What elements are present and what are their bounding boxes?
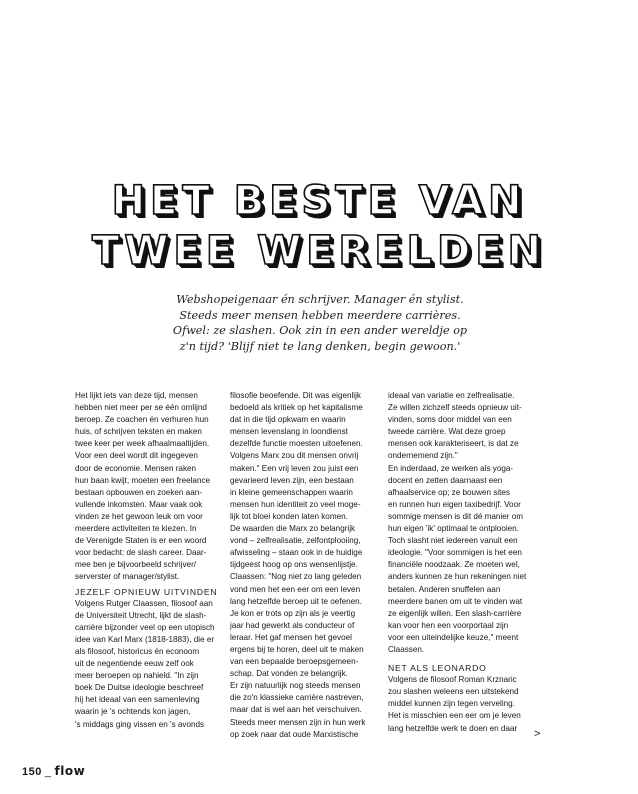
text-line: beroep. Ze coachen én verhuren hun (75, 415, 209, 425)
page-footer (22, 764, 85, 778)
column-1-body (75, 390, 235, 584)
text-line: afhaalservice op; ze bouwen sites (388, 487, 510, 497)
text-line: filosofie beoefende. Dit was eigenlijk (230, 391, 361, 400)
text-line: de Verenigde Staten is er een woord (75, 536, 207, 546)
text-line: afwisseling – staan ook in de huidige (230, 548, 363, 558)
text-line: maar dat is wel aan het verschuiven. (230, 705, 362, 715)
text-line: ondernemend zijn." (388, 451, 458, 461)
text-line: Claassen. (388, 644, 425, 654)
text-line: Je kon er trots op zijn als je veertig (230, 608, 356, 618)
text-line: De waarden die Marx zo belangrijk (230, 524, 356, 534)
text-line: vinden, soms door middel van een (388, 415, 512, 425)
text-line: mee ben je bijvoorbeeld schrijver/ (75, 560, 197, 570)
intro-line: Webshopeigenaar én schrijver. Manager én stylist. (176, 293, 464, 306)
section-heading-1: JEZELF OPNIEUW UITVINDEN (75, 586, 218, 597)
intro-line: Ofwel: ze slashen. Ook zin in een ander wereldje op (172, 324, 468, 337)
text-line: lang hetzelfde beroep uit te oefenen. (230, 596, 362, 606)
text-line: waarin je 's ochtends kon jagen, (75, 707, 191, 717)
text-line: en runnen hun eigen taxibedrijf. Voor (388, 499, 521, 509)
column-3 (388, 390, 538, 735)
column-1-body-continued (75, 598, 235, 731)
page-number: 150 (22, 766, 42, 778)
text-line: zou slashen weleens een uitstekend (388, 687, 519, 697)
text-line: ideologie. "Voor sommigen is het een (388, 548, 522, 558)
text-line: als filosoof, historicus én econoom (75, 646, 200, 656)
text-line: door de economie. Mensen raken (75, 463, 197, 473)
text-line: meerdere activiteiten te kiezen. In (75, 524, 197, 534)
text-line: voor bedacht: de slash career. Daar- (75, 548, 207, 558)
text-line: op zoek naar dat oude Marxistische (230, 729, 359, 739)
text-line: mensen levenslang in loondienst (230, 427, 348, 437)
text-line: vond – zelfrealisatie, zelfontplooiing, (230, 536, 361, 546)
text-line: sommige mensen is dit dé manier om (388, 511, 524, 521)
text-line: boek De Duitse ideologie beschreef (75, 683, 204, 693)
text-line: middel kunnen zijn tegen verveling. (388, 699, 515, 709)
text-line: Er zijn natuurlijk nog steeds mensen (230, 681, 361, 691)
text-line: voor een uiteindelijke keuze," meent (388, 632, 519, 642)
text-line: ze eigenlijk willen. Een slash-carrière (388, 608, 522, 618)
text-line: jaar had gewerkt als conducteur of (230, 620, 355, 630)
column-3-body-continued (388, 674, 538, 734)
intro-text (150, 292, 490, 354)
text-line: kan voor hen een voorportaal zijn (388, 620, 509, 630)
text-line: die zo'n klassieke carrière nastreven, (230, 693, 364, 703)
intro-line: z'n tijd? 'Blijf niet te lang denken, begin gewoon.' (179, 339, 461, 353)
title-line-2: TWEE WERELDEN (91, 228, 547, 274)
text-line: mensen hun identiteit zo veel moge- (230, 499, 361, 509)
text-line: hebben niet meer per se één omlijnd (75, 403, 207, 413)
text-line: bestaan opbouwen en zoeken aan- (75, 487, 202, 497)
text-line: vond men het een eer om een leven (230, 584, 361, 594)
text-line: in kleine gemeenschappen waarin (230, 487, 353, 497)
text-line: Ze willen zichzelf steeds opnieuw uit- (388, 403, 522, 413)
text-line: En inderdaad, ze werken als yoga- (388, 463, 514, 473)
text-line: anders kunnen ze hun rekeningen niet (388, 572, 527, 582)
intro-line: Steeds meer mensen hebben meerdere carrières. (179, 308, 461, 322)
column-3-body (388, 390, 538, 656)
text-line: leraar. Het gaf mensen het gevoel (230, 632, 352, 642)
text-line: huis, of schrijven teksten en maken (75, 427, 202, 437)
text-line: Het is misschien een eer om je leven (388, 711, 521, 721)
footer-separator: _ (44, 766, 52, 778)
text-line: Claassen: "Nog niet zo lang geleden (230, 572, 362, 582)
text-line: mensen ook karakteriseert, is dat ze (388, 439, 519, 449)
text-line: financiële noodzaak. Ze moeten wel, (388, 560, 520, 570)
text-line: serverster of manager/stylist. (75, 572, 180, 582)
text-line: hij het ideaal van een samenleving (75, 695, 200, 705)
text-line: dezelfde functie moesten uitoefenen. (230, 439, 363, 449)
text-line: Steeds meer mensen zijn in hun werk (230, 717, 366, 727)
text-line: hun eigen 'ik' optimaal te ontplooien. (388, 524, 519, 534)
text-line: ergens bij te horen, deel uit te maken (230, 644, 364, 654)
text-line: betalen. Anderen snuffelen aan (388, 584, 501, 594)
section-heading-2: NET ALS LEONARDO (388, 663, 487, 674)
text-line: Het lijkt iets van deze tijd, mensen (75, 391, 198, 400)
text-line: van een bepaalde beroepsgemeen- (230, 657, 359, 667)
text-line: Voor een deel wordt dit ingegeven (75, 451, 198, 461)
text-line: carrière bijzonder veel op een utopisch (75, 622, 215, 632)
text-line: twee keer per week afhaalmaaltijden. (75, 439, 210, 449)
text-line: vullende inkomsten. Maar vaak ook (75, 499, 203, 509)
column-2-body (230, 390, 375, 741)
text-line: Volgens Marx zou dit mensen onvrij (230, 451, 359, 461)
text-line: vinden ze het gewoon leuk om voor (75, 511, 203, 521)
column-1 (75, 390, 235, 731)
text-line: dat in die tijd opkwam en waarin (230, 415, 346, 425)
column-2 (230, 390, 375, 741)
title-line-1: HET BESTE VAN (111, 178, 527, 224)
text-line: tijdgeest hoog op ons wensenlijstje. (230, 560, 358, 570)
text-line: meerdere banen om uit te vinden wat (388, 596, 523, 606)
text-line: hun baan kwijt, moeten een freelance (75, 475, 211, 485)
text-line: docent en zetten daarnaast een (388, 475, 503, 485)
brand-logo: flow (54, 764, 86, 778)
text-line: Volgens de filosoof Roman Krznaric (388, 675, 517, 685)
text-line: lijk tot bloei konden laten komen. (230, 511, 348, 521)
text-line: bedoeld als kritiek op het kapitalisme (230, 403, 363, 413)
text-line: ideaal van variatie en zelfrealisatie. (388, 391, 515, 400)
text-line: 's middags ging vissen en 's avonds (75, 719, 205, 729)
continue-arrow-icon: > (534, 728, 541, 740)
text-line: de Universiteit Utrecht, lijkt de slash- (75, 610, 207, 620)
text-line: uit de negentiende eeuw zelf ook (75, 659, 194, 669)
text-line: gevarieerd leven zijn, een bestaan (230, 475, 354, 485)
text-line: Toch slasht niet iedereen vanuit een (388, 536, 518, 546)
text-line: tweede carrière. Wat deze groep (388, 427, 506, 437)
text-line: lang hetzelfde werk te doen en daar (388, 723, 518, 733)
text-line: Volgens Rutger Claassen, filosoof aan (75, 598, 213, 608)
text-line: meer beroepen op nahield. "In zijn (75, 671, 199, 681)
text-line: idee van Karl Marx (1818-1883), die er (75, 634, 215, 644)
text-line: maken." Een vrij leven zou juist een (230, 463, 359, 473)
text-line: schap. Dat vonden ze belangrijk. (230, 669, 348, 679)
